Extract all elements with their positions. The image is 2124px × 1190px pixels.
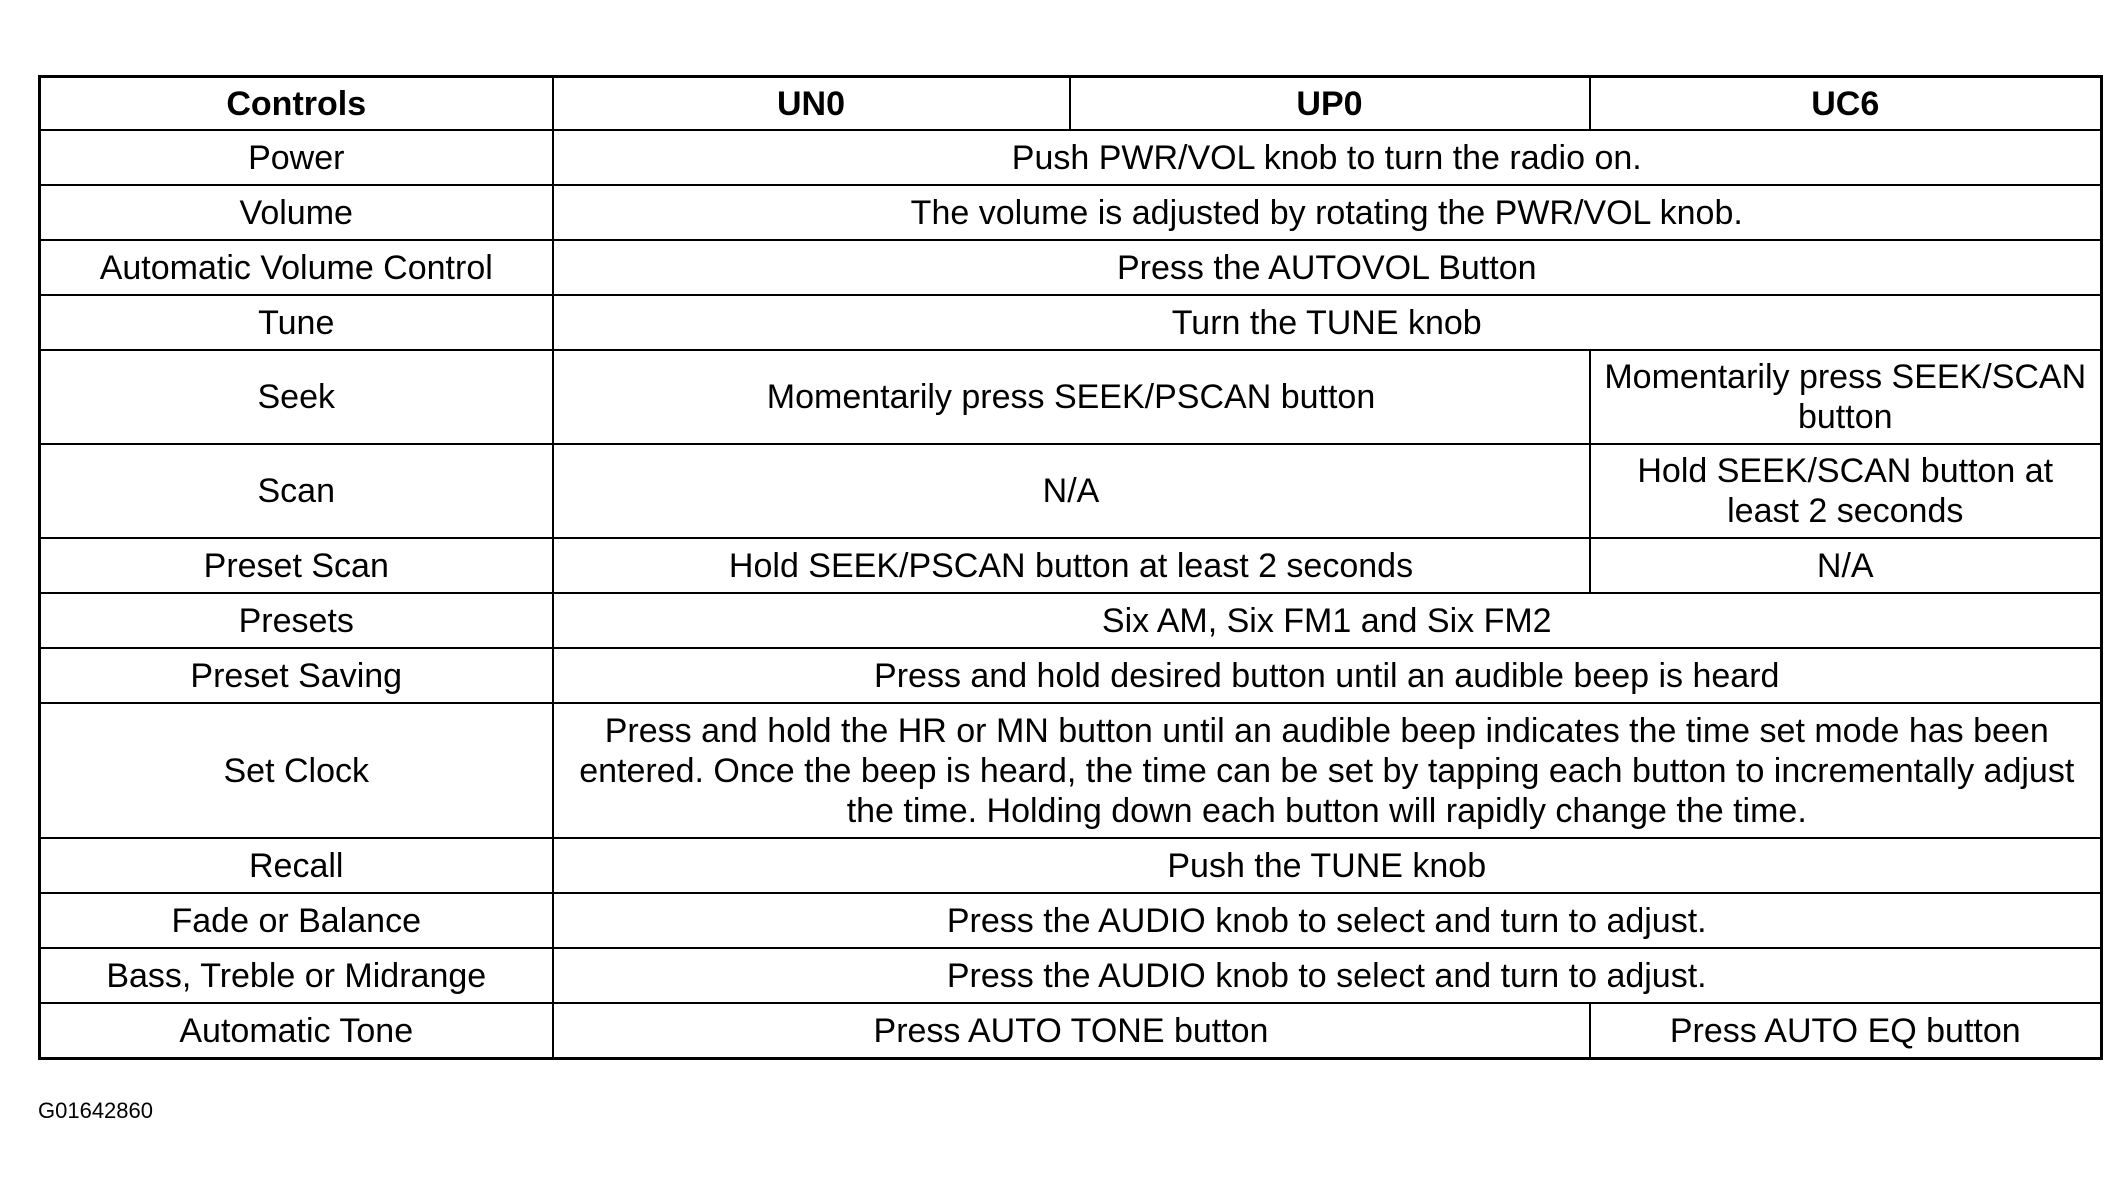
- row-label: Scan: [40, 444, 553, 538]
- radio-controls-table: [38, 75, 2103, 1060]
- row-label: Volume: [40, 185, 553, 240]
- row-value-uc6: Hold SEEK/SCAN button at least 2 seconds: [1590, 444, 2102, 538]
- header-up0: UP0: [1070, 77, 1590, 131]
- row-value-all: The volume is adjusted by rotating the PWR/VOL knob.: [553, 185, 2102, 240]
- figure-id-caption: G01642860: [38, 1098, 153, 1123]
- row-value-all: Turn the TUNE knob: [553, 295, 2102, 350]
- table-row-volume: [40, 185, 2102, 240]
- header-controls: Controls: [40, 77, 553, 131]
- table-row-recall: [40, 838, 2102, 893]
- table-header-row: [40, 77, 2102, 131]
- table-row-preset-saving: [40, 648, 2102, 703]
- row-value-un0-up0: Hold SEEK/PSCAN button at least 2 seconds: [553, 538, 1590, 593]
- row-label: Preset Saving: [40, 648, 553, 703]
- row-label: Recall: [40, 838, 553, 893]
- table-row-automatic-tone: [40, 1003, 2102, 1059]
- row-label: Presets: [40, 593, 553, 648]
- row-value-uc6: Press AUTO EQ button: [1590, 1003, 2102, 1059]
- row-value-all: Press the AUDIO knob to select and turn to adjust.: [553, 893, 2102, 948]
- table-row-set-clock: [40, 703, 2102, 838]
- row-value-uc6: N/A: [1590, 538, 2102, 593]
- table-row-presets: [40, 593, 2102, 648]
- table-row-tune: [40, 295, 2102, 350]
- row-label: Set Clock: [40, 703, 553, 838]
- table-row-fade-or-balance: [40, 893, 2102, 948]
- row-value-all: Press the AUTOVOL Button: [553, 240, 2102, 295]
- row-value-all: Push PWR/VOL knob to turn the radio on.: [553, 130, 2102, 185]
- controls-table-wrapper: [38, 75, 2100, 1060]
- table-row-bass-treble-midrange: [40, 948, 2102, 1003]
- row-value-all: Press and hold the HR or MN button until an audible beep indicates the time set mode has been entered. Once the beep is heard, the time can be set by tapping each button to incrementally adjust the time. Holding down each button will rapidly change the time.: [553, 703, 2102, 838]
- row-value-all: Press the AUDIO knob to select and turn to adjust.: [553, 948, 2102, 1003]
- row-label: Bass, Treble or Midrange: [40, 948, 553, 1003]
- row-value-un0-up0: Momentarily press SEEK/PSCAN button: [553, 350, 1590, 444]
- row-value-all: Six AM, Six FM1 and Six FM2: [553, 593, 2102, 648]
- header-uc6: UC6: [1590, 77, 2102, 131]
- row-value-un0-up0: Press AUTO TONE button: [553, 1003, 1590, 1059]
- table-row-seek: [40, 350, 2102, 444]
- row-value-all: Push the TUNE knob: [553, 838, 2102, 893]
- row-label: Power: [40, 130, 553, 185]
- table-row-power: [40, 130, 2102, 185]
- header-un0: UN0: [553, 77, 1070, 131]
- row-value-uc6: Momentarily press SEEK/SCAN button: [1590, 350, 2102, 444]
- row-label: Automatic Volume Control: [40, 240, 553, 295]
- row-label: Tune: [40, 295, 553, 350]
- row-label: Preset Scan: [40, 538, 553, 593]
- row-label: Fade or Balance: [40, 893, 553, 948]
- row-value-un0-up0: N/A: [553, 444, 1590, 538]
- table-row-preset-scan: [40, 538, 2102, 593]
- row-label: Seek: [40, 350, 553, 444]
- table-row-scan: [40, 444, 2102, 538]
- row-value-all: Press and hold desired button until an audible beep is heard: [553, 648, 2102, 703]
- table-row-automatic-volume-control: [40, 240, 2102, 295]
- row-label: Automatic Tone: [40, 1003, 553, 1059]
